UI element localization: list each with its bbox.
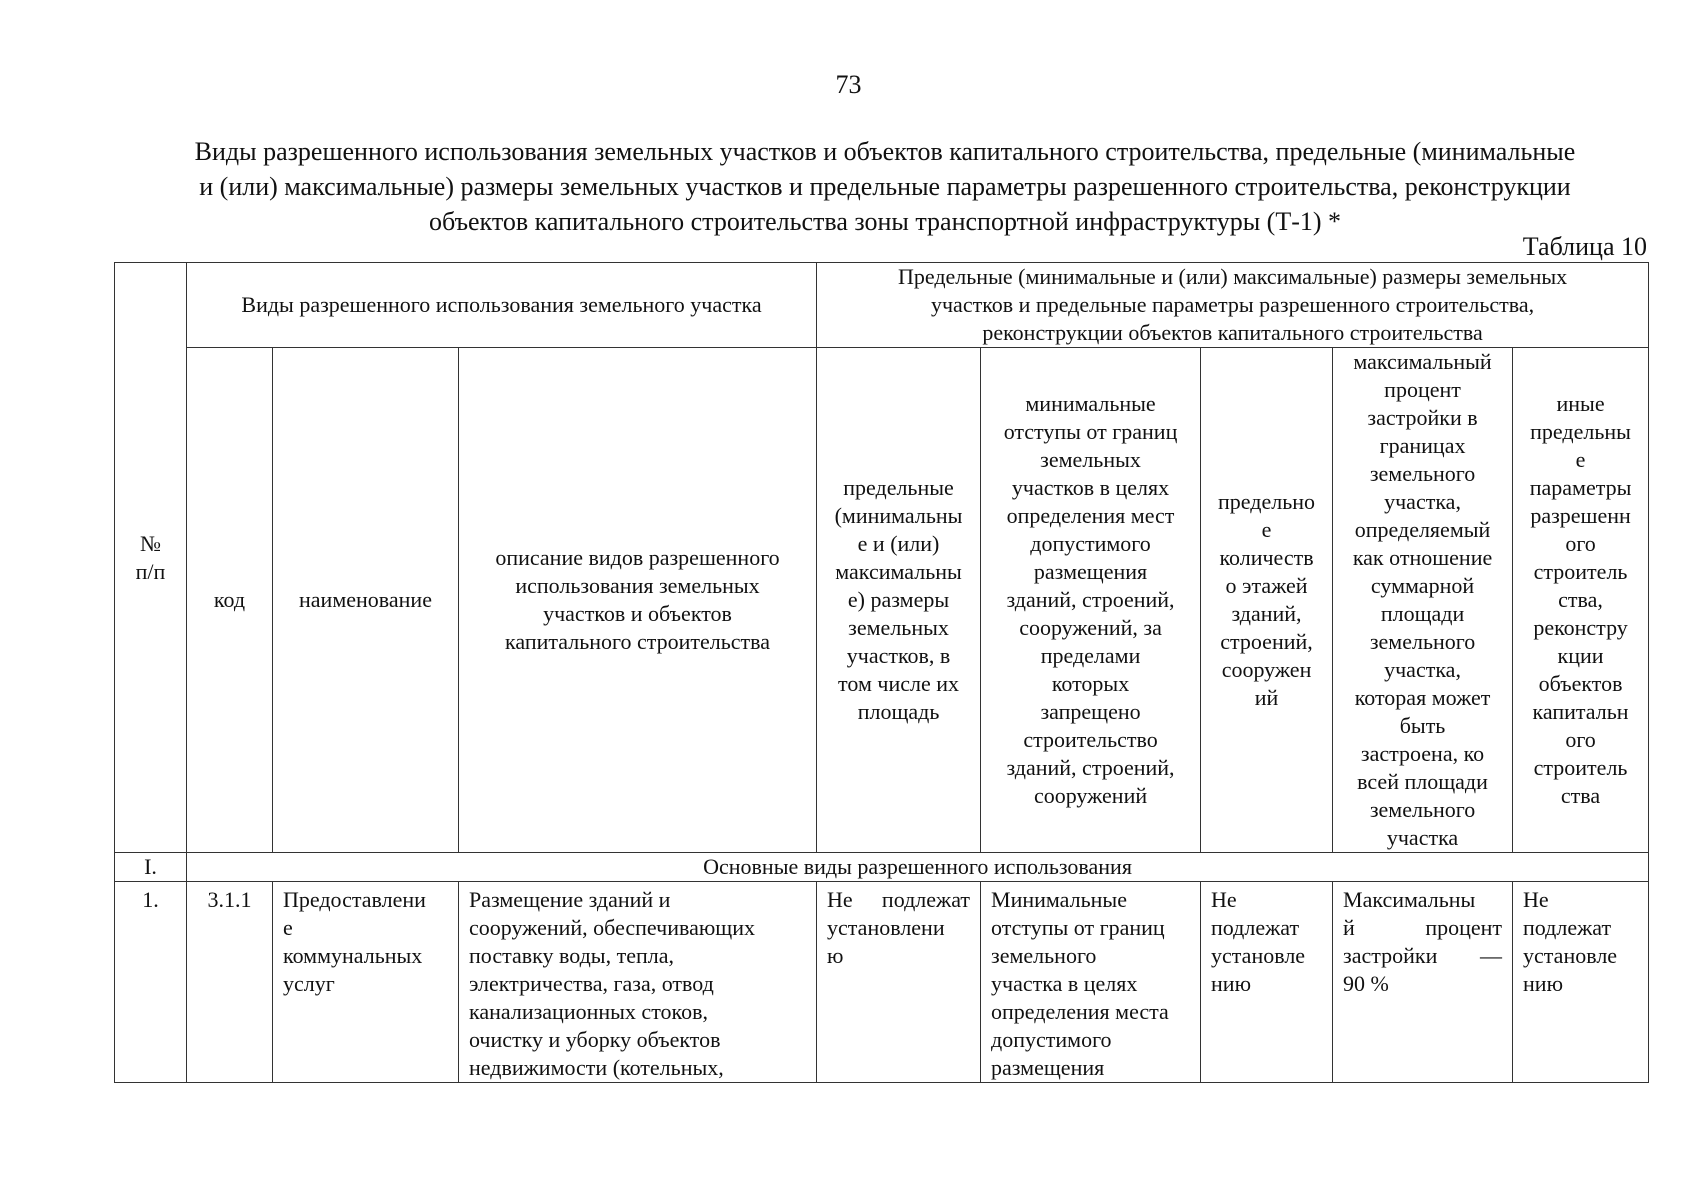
cell-line: количеств <box>1219 545 1314 570</box>
cell-line: недвижимости (котельных, <box>469 1055 724 1080</box>
cell-line: Не подлежат <box>827 887 971 912</box>
cell-line: капитальн <box>1532 699 1629 724</box>
cell-line: подлежат <box>1211 915 1300 940</box>
cell-line: Не <box>1211 887 1237 912</box>
cell-line: е и (или) <box>857 531 940 556</box>
cell-line: ого <box>1565 727 1596 752</box>
cell-line: параметры <box>1529 475 1632 500</box>
header-floors <box>1201 348 1333 853</box>
cell-line: земельного <box>1369 461 1476 486</box>
cell-line: сооружений <box>1033 783 1148 808</box>
cell-line: электричества, газа, отвод <box>469 971 714 996</box>
header-row-columns <box>115 348 1649 853</box>
cell-line: участка, <box>1384 489 1461 514</box>
cell-line: зданий, <box>1231 601 1302 626</box>
cell-line: земельных <box>1040 447 1141 472</box>
cell-line: площадь <box>857 699 940 724</box>
cell-line: сооружен <box>1221 657 1312 682</box>
cell-line: земельного <box>1369 629 1476 654</box>
table-label: Таблица 10 <box>1522 232 1647 261</box>
cell-line: реконстру <box>1533 615 1628 640</box>
cell-line: Минимальные <box>991 887 1127 912</box>
cell-line: разрешенн <box>1530 503 1631 528</box>
cell-line: 90 % <box>1343 971 1389 996</box>
cell-line: Предоставлени <box>283 887 426 912</box>
title-line: Виды разрешенного использования земельных участков и объектов капитального строительства, предельные (минимальные <box>194 137 1576 166</box>
page-number: 73 <box>835 70 862 99</box>
cell-line: очистку и уборку объектов <box>469 1027 721 1052</box>
cell-line: запрещено <box>1040 699 1141 724</box>
cell-line: границах <box>1379 433 1466 458</box>
cell-line: й процент <box>1343 915 1503 940</box>
row-name <box>273 882 459 1083</box>
title-line: и (или) максимальные) размеры земельных участков и предельные параметры разрешенного строительства, реконструкции <box>199 172 1571 201</box>
header-other <box>1513 348 1649 853</box>
cell-line: участка в целях <box>991 971 1138 996</box>
cell-line: нию <box>1523 971 1564 996</box>
header-description <box>459 348 817 853</box>
title-line: объектов капитального строительства зоны транспортной инфраструктуры (Т-1) * <box>428 207 1342 236</box>
section-num: I. <box>115 853 187 882</box>
header-num: № п/п <box>115 263 187 853</box>
cell-line: которая может <box>1354 685 1491 710</box>
header-row-group <box>115 263 1649 348</box>
cell-line: максимальны <box>835 559 962 584</box>
cell-line: которых <box>1051 671 1130 696</box>
row-sizes <box>817 882 981 1083</box>
cell-line: том числе их <box>838 671 959 696</box>
cell-line: строительство <box>1023 727 1158 752</box>
cell-line: предельно <box>1218 489 1316 514</box>
cell-line: участков и объектов <box>543 601 732 626</box>
section-title: Основные виды разрешенного использования <box>187 853 1649 882</box>
cell-line: отступы от границ <box>1003 419 1178 444</box>
cell-line: участков, в <box>846 643 951 668</box>
row-setbacks <box>981 882 1201 1083</box>
cell-line: кции <box>1557 643 1604 668</box>
zoning-table <box>114 262 1649 1083</box>
cell-line: определения места <box>991 999 1169 1024</box>
cell-line: быть <box>1399 713 1446 738</box>
cell-line: застройки — <box>1343 943 1503 968</box>
cell-line: канализационных стоков, <box>469 999 708 1024</box>
cell-line: капитального строительства <box>505 629 771 654</box>
cell-line: услуг <box>283 971 335 996</box>
row-floors <box>1201 882 1333 1083</box>
cell-line: о этажей <box>1225 573 1308 598</box>
cell-line: установле <box>1211 943 1306 968</box>
header-coverage <box>1333 348 1513 853</box>
table-row <box>115 882 1649 1083</box>
cell-line: строений, <box>1220 629 1313 654</box>
header-sizes <box>817 348 981 853</box>
cell-line: установлени <box>827 915 945 940</box>
cell-line: допустимого <box>1030 531 1151 556</box>
cell-line: застройки в <box>1367 405 1478 430</box>
cell-line: зданий, строений, <box>1006 755 1175 780</box>
cell-line: земельных <box>848 615 949 640</box>
cell-line: Максимальны <box>1343 887 1476 912</box>
cell-line: иные <box>1556 391 1605 416</box>
cell-line: определения мест <box>1006 503 1175 528</box>
cell-line: использования земельных <box>515 573 760 598</box>
cell-line: земельного <box>991 943 1097 968</box>
row-num: 1. <box>115 882 187 1083</box>
cell-line: ого <box>1565 531 1596 556</box>
section-row <box>115 853 1649 882</box>
cell-line: подлежат <box>1523 915 1612 940</box>
header-name: наименование <box>273 348 459 853</box>
cell-line: всей площади <box>1357 769 1488 794</box>
header-group-left: Виды разрешенного использования земельного участка <box>187 263 817 348</box>
cell-line: определяемый <box>1354 517 1491 542</box>
cell-line: застроена, ко <box>1360 741 1485 766</box>
header-setbacks <box>981 348 1201 853</box>
cell-line: участка, <box>1384 657 1461 682</box>
cell-line: е <box>1261 517 1272 542</box>
cell-line: е <box>283 915 293 940</box>
cell-line: е) размеры <box>847 587 950 612</box>
document-title <box>100 134 1670 239</box>
cell-line: сооружений, обеспечивающих <box>469 915 755 940</box>
cell-line: нию <box>1211 971 1252 996</box>
row-coverage <box>1333 882 1513 1083</box>
cell-line: пределами <box>1040 643 1141 668</box>
cell-line: Размещение зданий и <box>469 887 671 912</box>
row-other <box>1513 882 1649 1083</box>
cell-line: строитель <box>1533 755 1628 780</box>
cell-line: сооружений, за <box>1019 615 1162 640</box>
cell-line: минимальные <box>1025 391 1156 416</box>
header-group-right: Предельные (минимальные и (или) максимальные) размеры земельных участков и предельные параметры разрешенного строительства, реконструкции объектов капитального строительства <box>817 263 1649 348</box>
cell-line: коммунальных <box>283 943 423 968</box>
cell-line: ю <box>827 943 844 968</box>
cell-line: объектов <box>1538 671 1623 696</box>
cell-line: Не <box>1523 887 1549 912</box>
cell-line: е <box>1575 447 1586 472</box>
cell-line: предельные <box>843 475 954 500</box>
cell-line: поставку воды, тепла, <box>469 943 674 968</box>
cell-line: описание видов разрешенного <box>495 545 780 570</box>
cell-line: процент <box>1384 377 1461 402</box>
cell-line: строитель <box>1533 559 1628 584</box>
cell-line: ства <box>1560 783 1601 808</box>
cell-line: (минимальны <box>834 503 963 528</box>
cell-line: площади <box>1380 601 1465 626</box>
cell-line: размещения <box>1033 559 1148 584</box>
cell-line: установле <box>1523 943 1618 968</box>
cell-line: ства, <box>1558 587 1603 612</box>
cell-line: допустимого <box>991 1027 1112 1052</box>
cell-line: участка <box>1386 825 1459 850</box>
cell-line: участков в целях <box>1011 475 1170 500</box>
cell-line: максимальный <box>1353 349 1492 374</box>
cell-line: предельны <box>1530 419 1631 444</box>
row-description <box>459 882 817 1083</box>
cell-line: как отношение <box>1352 545 1493 570</box>
cell-line: размещения <box>991 1055 1105 1080</box>
cell-line: суммарной <box>1370 573 1475 598</box>
header-code: код <box>187 348 273 853</box>
cell-line: земельного <box>1369 797 1476 822</box>
cell-line: зданий, строений, <box>1006 587 1175 612</box>
cell-line: отступы от границ <box>991 915 1165 940</box>
cell-line: ий <box>1254 685 1279 710</box>
row-code: 3.1.1 <box>187 882 273 1083</box>
